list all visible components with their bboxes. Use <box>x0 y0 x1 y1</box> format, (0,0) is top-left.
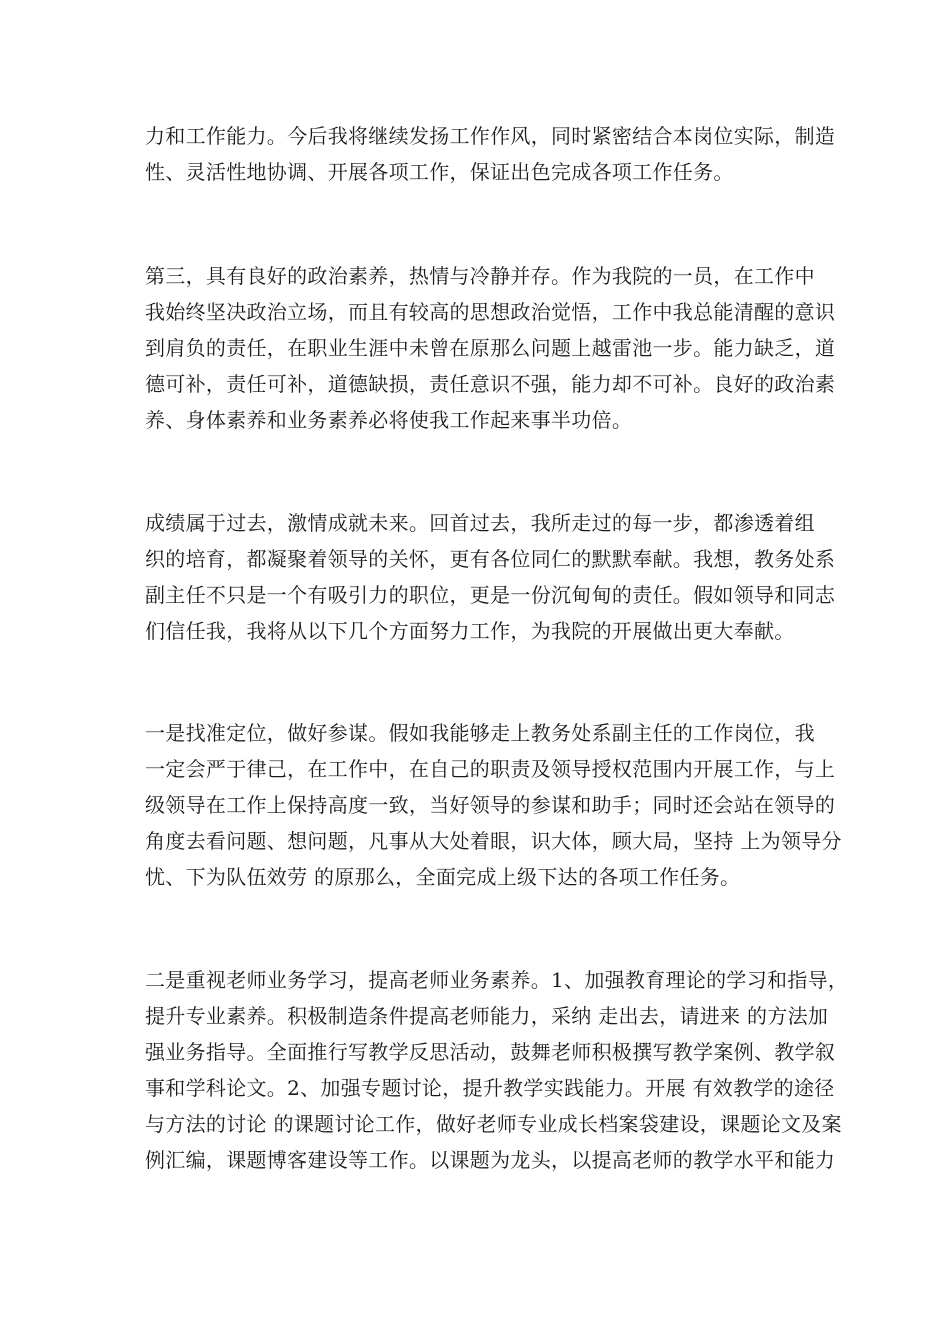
text-line: 德可补，责任可补，道德缺损，责任意识不强，能力却不可补。良好的政治素 <box>145 372 836 396</box>
text-line: 织的培育，都凝聚着领导的关怀，更有各位同仁的默默奉献。我想，教务处系 <box>145 547 836 571</box>
text-line: 性、灵活性地协调、开展各项工作，保证出色完成各项工作任务。 <box>145 160 734 184</box>
text-line: 角度去看问题、想问题，凡事从大处着眼，识大体，顾大局，坚持 上为领导分 <box>145 829 842 853</box>
paragraph-achievements <box>145 505 836 649</box>
text-line: 提升专业素养。积极制造条件提高老师能力，采纳 走出去，请进来 的方法加 <box>145 1004 829 1028</box>
text-line: 成绩属于过去，激情成就未来。回首过去，我所走过的每一步，都渗透着组 <box>145 511 815 535</box>
text-line: 忧、下为队伍效劳 的原那么，全面完成上级下达的各项工作任务。 <box>145 865 741 889</box>
text-line: 们信任我，我将从以下几个方面努力工作，为我院的开展做出更大奉献。 <box>145 619 795 643</box>
text-line: 强业务指导。全面推行写教学反思活动，鼓舞老师积极撰写教学案例、教学叙 <box>145 1040 836 1064</box>
paragraph-positioning <box>145 715 842 895</box>
text-line: 级领导在工作上保持高度一致，当好领导的参谋和助手；同时还会站在领导的 <box>145 793 836 817</box>
text-line: 力和工作能力。今后我将继续发扬工作作风，同时紧密结合本岗位实际，制造 <box>145 124 836 148</box>
text-line: 二是重视老师业务学习，提高老师业务素养。1、加强教育理论的学习和指导， <box>145 968 849 992</box>
text-line: 我始终坚决政治立场，而且有较高的思想政治觉悟，工作中我总能清醒的意识 <box>145 300 836 324</box>
text-line: 例汇编，课题博客建设等工作。以课题为龙头，以提高老师的教学水平和能力 <box>145 1148 836 1172</box>
text-line: 一是找准定位，做好参谋。假如我能够走上教务处系副主任的工作岗位，我 <box>145 721 815 745</box>
text-line: 第三，具有良好的政治素养，热情与冷静并存。作为我院的一员，在工作中 <box>145 264 815 288</box>
text-line: 养、身体素养和业务素养必将使我工作起来事半功倍。 <box>145 408 633 432</box>
text-line: 副主任不只是一个有吸引力的职位，更是一份沉甸甸的责任。假如领导和同志 <box>145 583 836 607</box>
paragraph-teacher-training <box>145 962 849 1178</box>
text-line: 与方法的讨论 的课题讨论工作，做好老师专业成长档案袋建设，课题论文及案 <box>145 1112 842 1136</box>
text-line: 到肩负的责任，在职业生涯中未曾在原那么问题上越雷池一步。能力缺乏，道 <box>145 336 836 360</box>
paragraph-work-ability-continuation <box>145 118 836 190</box>
paragraph-political-literacy <box>145 258 836 438</box>
text-line: 事和学科论文。2、加强专题讨论，提升教学实践能力。开展 有效教学的途径 <box>145 1076 835 1100</box>
text-line: 一定会严于律己，在工作中，在自己的职责及领导授权范围内开展工作，与上 <box>145 757 836 781</box>
